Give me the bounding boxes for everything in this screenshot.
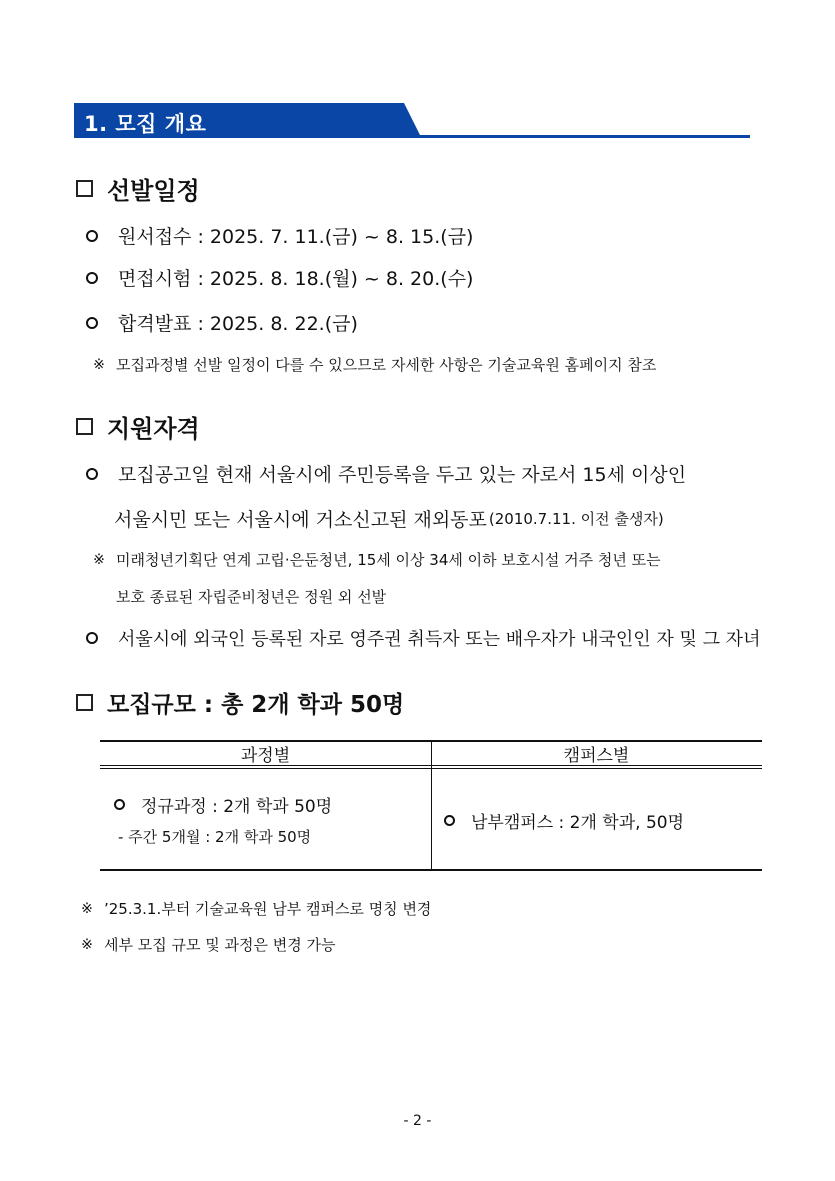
schedule-note-text: 모집과정별 선발 일정이 다를 수 있으므로 자세한 사항은 기술교육원 홈페이지 참조 bbox=[116, 356, 657, 374]
reference-mark-icon: ※ bbox=[93, 551, 105, 568]
table-cell-campus bbox=[444, 808, 684, 833]
eligibility-birth-condition: (2010.7.11. 이전 출생자) bbox=[488, 510, 664, 528]
section-title: 1. 모집 개요 bbox=[84, 112, 207, 136]
eligibility-item-continuation bbox=[114, 505, 664, 532]
eligibility-heading-text: 지원자격 bbox=[107, 415, 200, 443]
schedule-heading bbox=[76, 171, 200, 206]
circle-bullet-icon bbox=[114, 799, 125, 810]
eligibility-note-continuation bbox=[116, 586, 386, 607]
table-header-course: 과정별 bbox=[240, 746, 291, 766]
circle-bullet-icon bbox=[86, 317, 98, 329]
eligibility-item bbox=[86, 625, 760, 651]
scale-note-text: 세부 모집 규모 및 과정은 변경 가능 bbox=[104, 936, 336, 954]
schedule-heading-text: 선발일정 bbox=[107, 177, 200, 205]
eligibility-note-line1: 미래청년기획단 연계 고립·은둔청년, 15세 이상 34세 이하 보호시설 거주 청년 또는 bbox=[116, 551, 661, 569]
schedule-item bbox=[86, 309, 358, 336]
schedule-item-text: 면접시험 : 2025. 8. 18.(월) ~ 8. 20.(수) bbox=[118, 268, 474, 290]
course-main-text: 정규과정 : 2개 학과 50명 bbox=[141, 797, 333, 817]
scale-heading-text: 모집규모 : 총 2개 학과 50명 bbox=[107, 692, 405, 718]
eligibility-note-line2: 보호 종료된 자립준비청년은 정원 외 선발 bbox=[116, 588, 387, 606]
eligibility-item bbox=[86, 460, 686, 487]
table-cell-course-sub bbox=[118, 826, 311, 847]
reference-mark-icon: ※ bbox=[93, 356, 105, 373]
course-sub-text: - 주간 5개월 : 2개 학과 50명 bbox=[118, 828, 312, 846]
schedule-item-text: 합격발표 : 2025. 8. 22.(금) bbox=[118, 313, 358, 335]
scale-heading bbox=[76, 686, 404, 719]
eligibility-item-line2: 서울시민 또는 서울시에 거소신고된 재외동포 bbox=[114, 509, 487, 531]
eligibility-item-text: 서울시에 외국인 등록된 자로 영주권 취득자 또는 배우자가 내국인인 자 및 그 자녀 bbox=[118, 629, 761, 650]
schedule-item bbox=[86, 222, 473, 249]
table-cell-course-main bbox=[114, 792, 332, 817]
circle-bullet-icon bbox=[86, 272, 98, 284]
eligibility-heading bbox=[76, 409, 200, 444]
section-banner bbox=[74, 103, 750, 139]
recruitment-table bbox=[100, 740, 762, 871]
eligibility-note bbox=[92, 549, 661, 570]
schedule-item bbox=[86, 264, 473, 291]
table-header-campus: 캠퍼스별 bbox=[563, 746, 630, 766]
scale-note bbox=[80, 898, 431, 919]
checkbox-square-icon bbox=[76, 418, 93, 435]
checkbox-square-icon bbox=[76, 694, 93, 711]
checkbox-square-icon bbox=[76, 180, 93, 197]
circle-bullet-icon bbox=[86, 632, 98, 644]
scale-note bbox=[80, 934, 335, 955]
schedule-note bbox=[92, 354, 656, 375]
circle-bullet-icon bbox=[86, 468, 98, 480]
schedule-item-text: 원서접수 : 2025. 7. 11.(금) ~ 8. 15.(금) bbox=[118, 226, 474, 248]
campus-text: 남부캠퍼스 : 2개 학과, 50명 bbox=[471, 813, 684, 833]
reference-mark-icon: ※ bbox=[81, 900, 93, 917]
eligibility-item-line1: 모집공고일 현재 서울시에 주민등록을 두고 있는 자로서 15세 이상인 bbox=[118, 464, 687, 486]
circle-bullet-icon bbox=[444, 815, 455, 826]
scale-note-text: ’25.3.1.부터 기술교육원 남부 캠퍼스로 명칭 변경 bbox=[104, 900, 432, 918]
circle-bullet-icon bbox=[86, 230, 98, 242]
page-number: - 2 - bbox=[403, 1113, 432, 1129]
reference-mark-icon: ※ bbox=[81, 936, 93, 953]
